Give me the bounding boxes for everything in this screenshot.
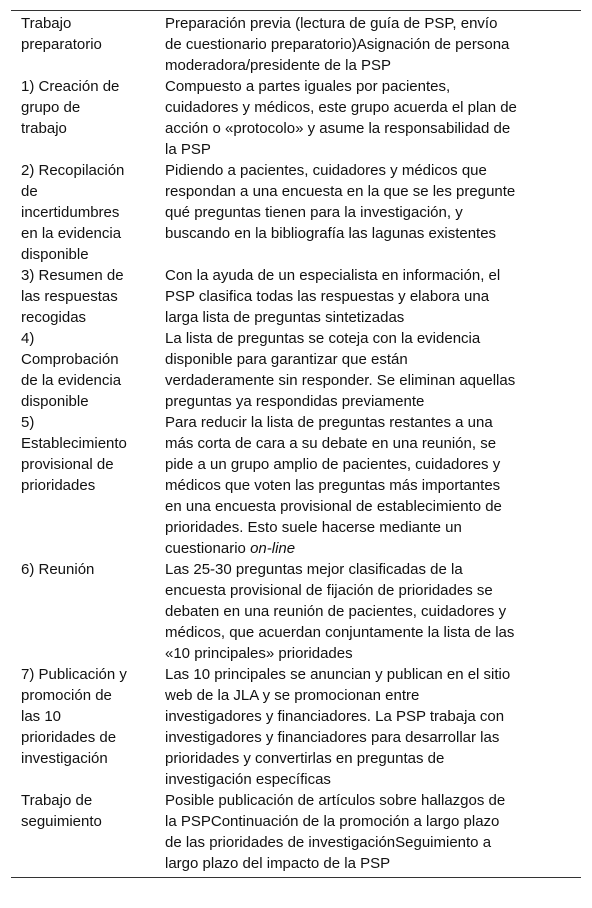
description-line: verdaderamente sin responder. Se eliminan aquellas [165, 372, 516, 389]
phase-line: disponible [21, 393, 89, 410]
phase-line: Establecimiento [21, 435, 127, 452]
phase-cell [11, 11, 165, 76]
description-line-mixed [165, 538, 573, 559]
phase-line: prioridades de [21, 729, 117, 746]
description-cell [165, 559, 581, 664]
phase-line: las respuestas [21, 288, 118, 305]
description-line: en una encuesta provisional de establecimiento de [165, 498, 502, 515]
description-italic-text: on-line [250, 540, 296, 557]
phase-line: 5) [21, 414, 35, 431]
description-cell [165, 76, 581, 160]
phase-line: Trabajo [21, 15, 72, 32]
description-line: Pidiendo a pacientes, cuidadores y médicos que [165, 162, 487, 179]
description-line: prioridades. Esto suele hacerse mediante un [165, 519, 462, 536]
description-line: investigadores y financiadores para desarrollar las [165, 729, 500, 746]
phase-line: preparatorio [21, 36, 102, 53]
phase-line: disponible [21, 246, 89, 263]
description-line: PSP clasifica todas las respuestas y elabora una [165, 288, 490, 305]
description-line: encuesta provisional de fijación de prioridades se [165, 582, 493, 599]
description-line: de las prioridades de investigaciónSeguimiento a [165, 834, 492, 851]
description-cell [165, 265, 581, 328]
phase-cell [11, 664, 165, 790]
description-line: investigadores y financiadores. La PSP trabaja con [165, 708, 505, 725]
phase-line: 7) Publicación y [21, 666, 127, 683]
description-line: larga lista de preguntas sintetizadas [165, 309, 405, 326]
table-row [11, 11, 581, 76]
description-cell [165, 664, 581, 790]
table-row [11, 790, 581, 877]
description-line: pide a un grupo amplio de pacientes, cuidadores y [165, 456, 501, 473]
phase-line: de la evidencia [21, 372, 122, 389]
description-line: Las 10 principales se anuncian y publican en el sitio [165, 666, 511, 683]
description-line: de cuestionario preparatorio)Asignación de persona [165, 36, 510, 53]
phase-line: 1) Creación de [21, 78, 120, 95]
description-line: La lista de preguntas se coteja con la evidencia [165, 330, 481, 347]
description-line: debaten en una reunión de pacientes, cuidadores y [165, 603, 507, 620]
phase-cell [11, 328, 165, 412]
description-line: disponible para garantizar que están [165, 351, 408, 368]
description-line: prioridades y convertirlas en preguntas de [165, 750, 445, 767]
phase-line: las 10 [21, 708, 62, 725]
psp-stages-table-container [11, 10, 581, 878]
psp-stages-table [11, 11, 581, 877]
description-line: médicos, que acuerdan conjuntamente la lista de las [165, 624, 515, 641]
phase-line: 3) Resumen de [21, 267, 124, 284]
description-cell [165, 160, 581, 265]
description-line: Con la ayuda de un especialista en información, el [165, 267, 501, 284]
phase-line: Trabajo de [21, 792, 93, 809]
phase-cell [11, 559, 165, 664]
phase-line: investigación [21, 750, 108, 767]
table-row [11, 265, 581, 328]
table-row [11, 559, 581, 664]
description-line: «10 principales» prioridades [165, 645, 353, 662]
description-line: investigación específicas [165, 771, 331, 788]
phase-cell [11, 76, 165, 160]
phase-cell [11, 160, 165, 265]
description-line: moderadora/presidente de la PSP [165, 57, 391, 74]
description-line: Compuesto a partes iguales por pacientes, [165, 78, 451, 95]
phase-line: 2) Recopilación [21, 162, 125, 179]
description-line: cuidadores y médicos, este grupo acuerda el plan de [165, 99, 517, 116]
phase-line: seguimiento [21, 813, 102, 830]
description-line: Las 25-30 preguntas mejor clasificadas de la [165, 561, 463, 578]
description-line: largo plazo del impacto de la PSP [165, 855, 391, 872]
phase-line: Comprobación [21, 351, 119, 368]
table-row [11, 328, 581, 412]
description-line: acción o «protocolo» y asume la responsabilidad de [165, 120, 511, 137]
description-cell [165, 790, 581, 877]
description-line: respondan a una encuesta en la que se les pregunte [165, 183, 516, 200]
table-row [11, 664, 581, 790]
phase-line: grupo de [21, 99, 81, 116]
table-row [11, 76, 581, 160]
description-line: Posible publicación de artículos sobre hallazgos de [165, 792, 506, 809]
phase-line: incertidumbres [21, 204, 120, 221]
phase-cell [11, 790, 165, 877]
description-line: Para reducir la lista de preguntas restantes a una [165, 414, 493, 431]
table-row [11, 412, 581, 559]
description-text: cuestionario [165, 540, 251, 557]
description-line: la PSPContinuación de la promoción a largo plazo [165, 813, 500, 830]
phase-line: 6) Reunión [21, 561, 95, 578]
phase-line: provisional de [21, 456, 114, 473]
phase-line: promoción de [21, 687, 112, 704]
description-line: la PSP [165, 141, 211, 158]
phase-line: recogidas [21, 309, 87, 326]
description-line: Preparación previa (lectura de guía de PSP, envío [165, 15, 498, 32]
phase-line: 4) [21, 330, 35, 347]
description-line: médicos que voten las preguntas más importantes [165, 477, 501, 494]
phase-cell [11, 265, 165, 328]
description-line: preguntas ya respondidas previamente [165, 393, 425, 410]
phase-line: trabajo [21, 120, 67, 137]
description-line: más corta de cara a su debate en una reunión, se [165, 435, 497, 452]
description-line: buscando en la bibliografía las lagunas existentes [165, 225, 497, 242]
description-cell [165, 11, 581, 76]
phase-cell [11, 412, 165, 559]
table-row [11, 160, 581, 265]
description-line: qué preguntas tienen para la investigación, y [165, 204, 463, 221]
description-cell [165, 328, 581, 412]
phase-line: prioridades [21, 477, 96, 494]
phase-line: en la evidencia [21, 225, 122, 242]
phase-line: de [21, 183, 38, 200]
description-cell [165, 412, 581, 559]
description-line: web de la JLA y se promocionan entre [165, 687, 420, 704]
